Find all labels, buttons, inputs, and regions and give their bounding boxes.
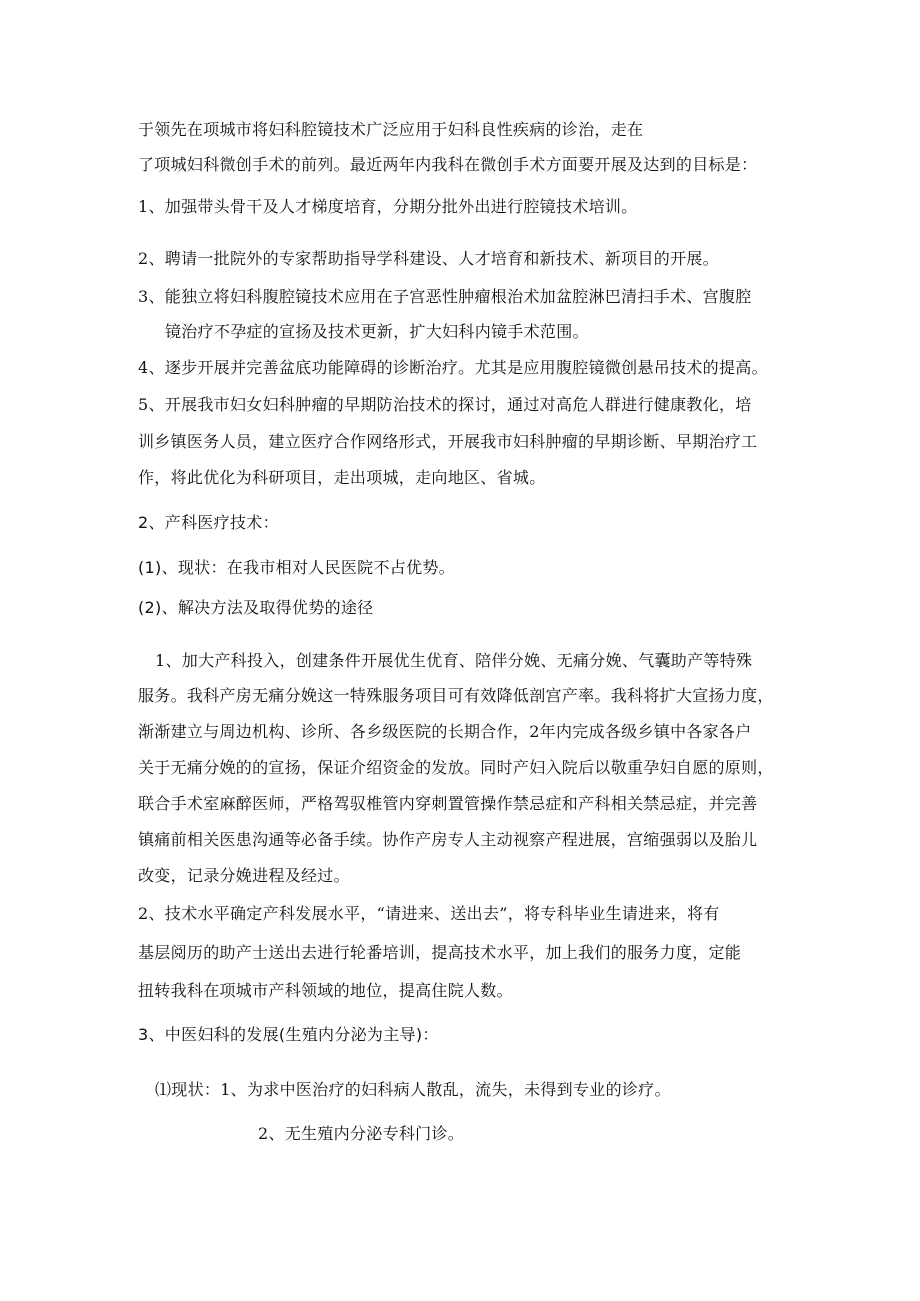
list-item-2: 2、聘请一批院外的专家帮助指导学科建设、人才培育和新技术、新项目的开展。 <box>138 249 719 268</box>
status-line: (1)、现状：在我市相对人民医院不占优势。 <box>138 558 455 577</box>
section-heading-tcm-gynecology: 3、中医妇科的发展(生殖内分泌为主导)： <box>138 1025 439 1044</box>
list-item-1: 1、加强带头骨干及人才梯度培育，分期分批外出进行腔镜技术培训。 <box>138 197 638 216</box>
list-item-5-continued: 训乡镇医务人员，建立医疗合作网络形式，开展我市妇科肿瘤的早期诊断、早期治疗工 <box>138 432 758 451</box>
paragraph-line <box>138 686 774 706</box>
paragraph-line: 镇痛前相关医患沟通等必备手续。协作产房专人主动视察产程进展，宫缩强弱以及胎儿 <box>138 830 758 849</box>
paragraph-segment: 服务。我科产房无 <box>138 686 269 705</box>
text-line: 于领先在项城市将妇科腔镜技术广泛应用于妇科良性疾病的诊治，走在 <box>138 120 644 139</box>
paragraph-line: 2、技术水平确定产科发展水平，“请进来、送出去”，将专科毕业生请进来，将有 <box>138 904 720 923</box>
paragraph-line: 关于无痛分娩的的宣扬，保证介绍资金的发放。同时产妇入院后以敬重孕妇自愿的原则， <box>138 758 774 777</box>
paragraph-line: 扭转我科在项城市产科领域的地位，提高住院人数。 <box>138 981 513 1000</box>
status-line-continued: 2、无生殖内分泌专科门诊。 <box>258 1124 465 1143</box>
list-item-5: 5、开展我市妇女妇科肿瘤的早期防治技术的探讨，通过对高危人群进行健康教化，培 <box>138 395 752 414</box>
paragraph-line: 基层阅历的助产士送出去进行轮番培训，提高技术水平，加上我们的服务力度，定能 <box>138 943 742 962</box>
paragraph-line: 渐渐建立与周边机构、诊所、各乡级医院的长期合作，2年内完成各级乡镇中各家各户 <box>138 722 752 741</box>
list-item-3-continued: 镜治疗不孕症的宣扬及技术更新，扩大妇科内镜手术范围。 <box>165 322 589 341</box>
paragraph-line <box>155 651 752 671</box>
paragraph-line: 改变，记录分娩进程及经过。 <box>138 866 350 885</box>
highlighted-term: 无痛分娩 <box>556 651 622 670</box>
paragraph-segment: 这一特殊服务项目可有效降低剖宫产率。我科将扩大宣扬力度， <box>317 686 774 705</box>
list-item-4: 4、逐步开展并完善盆底功能障碍的诊断治疗。尤其是应用腹腔镜微创悬吊技术的提高。 <box>138 358 768 377</box>
text-line: 了项城妇科微创手术的前列。最近两年内我科在微创手术方面要开展及达到的目标是： <box>138 155 758 174</box>
highlighted-term: 痛分娩 <box>268 686 318 705</box>
solution-heading: (2)、解决方法及取得优势的途径 <box>138 598 374 617</box>
paragraph-line: 联合手术室麻醉医师，严格驾驭椎管内穿刺置管操作禁忌症和产科相关禁忌症，并完善 <box>138 794 758 813</box>
paragraph-segment: 1、加大产科投入，创建条件开展优生优育、陪伴分娩、 <box>155 651 557 670</box>
section-heading-obstetrics: 2、产科医疗技术： <box>138 513 279 532</box>
list-item-3: 3、能独立将妇科腹腔镜技术应用在子宫恶性肿瘤根治术加盆腔淋巴清扫手术、宫腹腔 <box>138 287 752 306</box>
paragraph-segment: 、气囊助产等特殊 <box>621 651 753 670</box>
status-line: ⑴现状：1、为求中医治疗的妇科病人散乱，流失，未得到专业的诊疗。 <box>155 1080 671 1099</box>
list-item-5-continued: 作，将此优化为科研项目，走出项城，走向地区、省城。 <box>138 468 546 487</box>
